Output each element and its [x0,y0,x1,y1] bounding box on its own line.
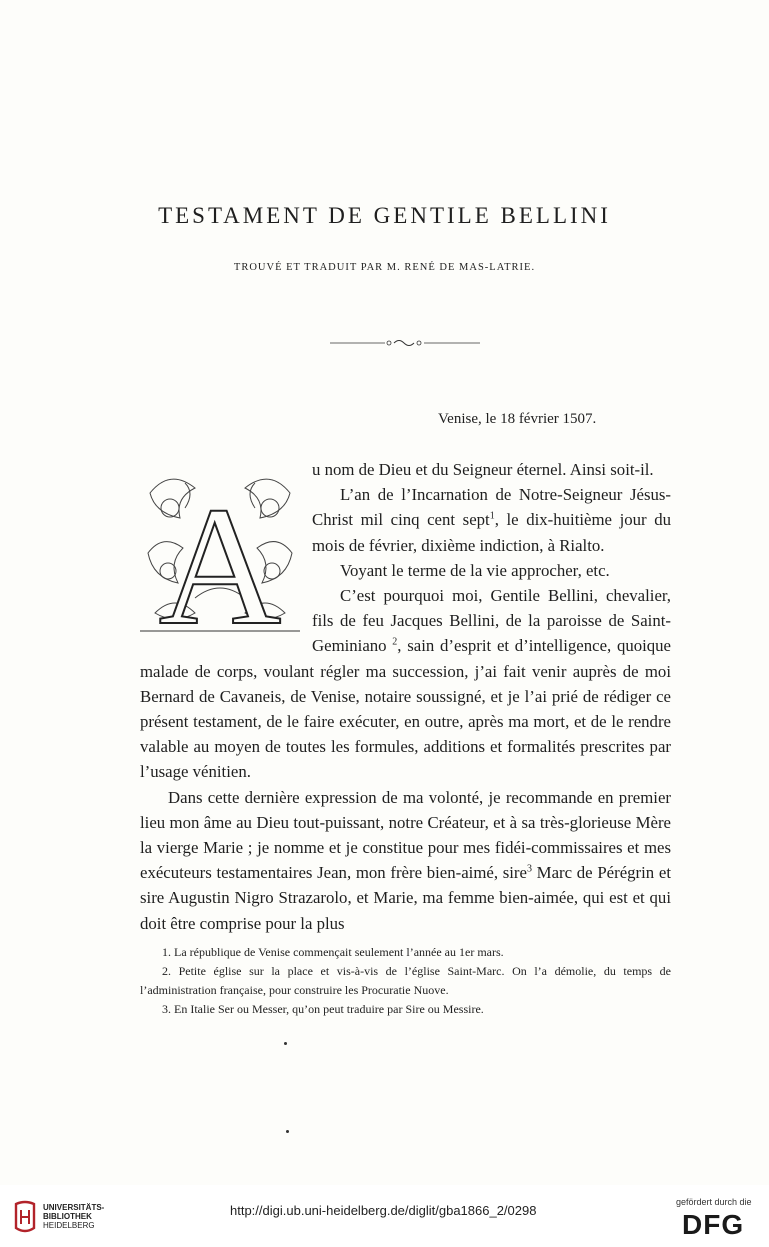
footnote: 1. La république de Venise commençait seulement l’année au 1er mars. [162,945,504,959]
footnote-ref: 3 [526,863,532,875]
footnote: 2. Petite église sur la place et vis-à-vis de l’église Saint-Marc. On l’a démolie, du temps de l’administration française, pour construire les Procuratie Nuove. [140,964,671,997]
dfg-logo: DFG [682,1209,745,1240]
paragraph: Voyant le terme de la vie approcher, etc. [340,560,610,580]
svg-text:A: A [158,472,282,635]
document-body [140,457,671,936]
ornament-divider-icon [330,337,480,349]
scan-speck [284,1042,287,1045]
footnotes [140,943,671,1019]
paragraph: C’est pourquoi moi, Gentile Bellini, chevalier, fils de feu Jacques Bellini, de la paroisse de Saint-Geminiano $^2$, sain d’esprit et d’intelligence, quoique malade de corps, voulant régler ma succession, j’ai fait venir auprès de moi Bernard de Cavaneis, de Venise, notaire soussigné, et je l’ai prié de rédiger ce présent testament, de le faire exécuter, en outre, après ma mort, et de le rendre valable au moyen de toutes les formules, additions et formalités prescrites par l’usage vénitien. [140,586,672,782]
paragraph: L’an de l’Incarnation de Notre-Seigneur Jésus-Christ mil cinq cent sept$^1$, le dix-huitième jour du mois de février, dixième indiction, à Rialto. [312,485,671,555]
page-title: TESTAMENT DE GENTILE BELLINI [158,203,611,228]
paragraph: u nom de Dieu et du Seigneur éternel. Ainsi soit-il. [312,460,654,479]
footnote-ref: 2 [392,636,398,648]
paragraph: Dans cette dernière expression de ma volonté, je recommande en premier lieu mon âme au Dieu tout-puissant, notre Créateur, et à sa très-glorieuse Mère la vierge Marie ; je nomme et je constitue pour mes fidéi-commissaires et mes exécuteurs testamentaires Jean, mon frère bien-aimé, sire$^3$ Marc de Pérégrin et sire Augustin Nigro Strazarolo, et Marie, ma femme bien-aimée, qui est et qui doit être comprise pour la plus [140,787,671,933]
footnote: 3. En Italie Ser ou Messer, qu’on peut traduire par Sire ou Messire. [162,1002,484,1016]
funding-label: gefördert durch die [676,1197,752,1207]
scan-speck [286,1130,289,1133]
page-subtitle: TROUVÉ ET TRADUIT PAR M. RENÉ DE MAS-LATRIE. [233,262,536,273]
source-url-link[interactable]: http://digi.ub.uni-heidelberg.de/diglit/gba1866_2/0298 [230,1203,537,1218]
library-name: UNIVERSITÄTS- BIBLIOTHEK HEIDELBERG [43,1203,105,1230]
footnote-ref: 1 [489,510,495,522]
university-library-logo-icon [12,1200,38,1236]
dateline: Venise, le 18 février 1507. [438,411,597,427]
